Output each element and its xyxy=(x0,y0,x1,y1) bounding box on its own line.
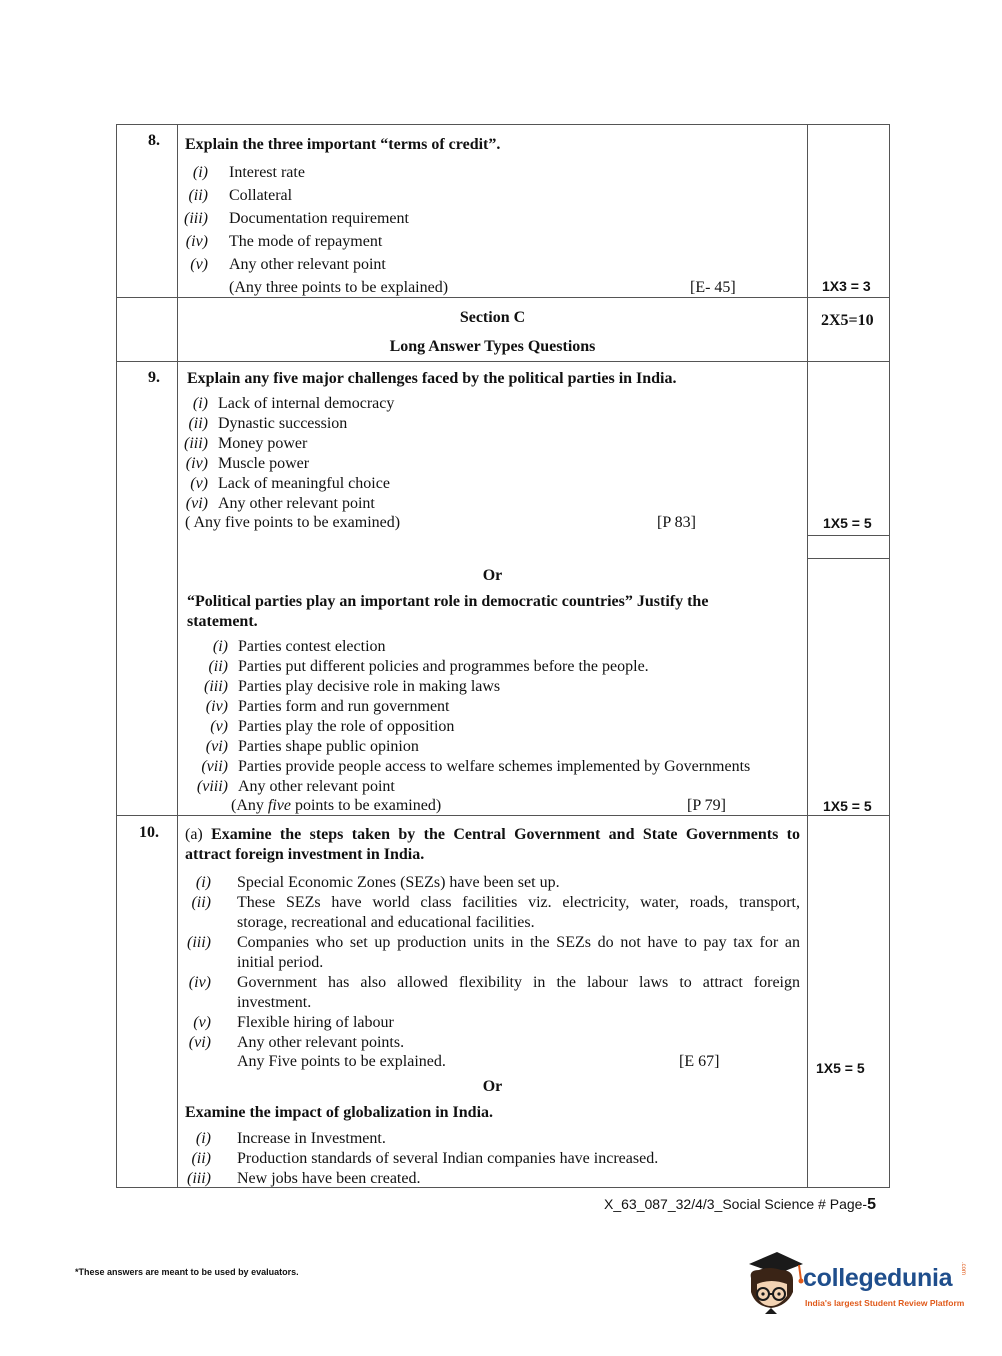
item-number: (vi) xyxy=(188,1034,211,1051)
section-subtitle: Long Answer Types Questions xyxy=(389,338,596,355)
marks: 1X5 = 5 xyxy=(823,515,872,531)
table-border-left xyxy=(116,124,117,1188)
item-number: (ii) xyxy=(191,1150,211,1167)
table-border-bottom xyxy=(116,1187,890,1188)
item-text: Any other relevant points. xyxy=(237,1034,405,1051)
item-text: Parties contest election xyxy=(238,638,386,655)
question-number: 9. xyxy=(148,369,160,386)
item-number: (ii) xyxy=(188,187,208,204)
item-number: (v) xyxy=(193,1014,211,1031)
item-text: Government has also allowed flexibility in the labour laws to attract foreign xyxy=(237,974,800,991)
alt-question-line-1: “Political parties play an important role in democratic countries” Justify the xyxy=(187,593,709,610)
marks-divider-a xyxy=(807,535,890,536)
item-number: (vi) xyxy=(205,738,228,755)
marks: 1X3 = 3 xyxy=(822,278,871,294)
item-number: (ii) xyxy=(208,658,228,675)
question-text: Explain the three important “terms of credit”. xyxy=(185,136,501,153)
item-number: (iv) xyxy=(205,698,228,715)
question-number: 10. xyxy=(139,824,159,841)
item-number: (iii) xyxy=(204,678,228,695)
reference: [P 83] xyxy=(657,514,696,531)
item-text: Any other relevant point xyxy=(238,778,395,795)
brand-tagline: India's largest Student Review Platform xyxy=(805,1298,965,1308)
item-text: The mode of repayment xyxy=(229,233,383,250)
reference: [P 79] xyxy=(687,797,726,814)
alt-question: Examine the impact of globalization in India. xyxy=(185,1104,494,1121)
item-text: Flexible hiring of labour xyxy=(237,1014,394,1031)
item-text: Special Economic Zones (SEZs) have been set up. xyxy=(237,874,560,891)
or-separator: Or xyxy=(482,567,503,584)
brand-domain: .com xyxy=(960,1262,966,1276)
item-text: These SEZs have world class facilities viz. electricity, water, roads, transport, xyxy=(237,894,800,911)
item-text: Parties put different policies and programmes before the people. xyxy=(238,658,649,675)
table-border-right xyxy=(889,124,890,1188)
item-text: Parties provide people access to welfare schemes implemented by Governments xyxy=(238,758,751,775)
table-border-top xyxy=(116,124,890,125)
item-text: Lack of meaningful choice xyxy=(218,475,390,492)
marks: 1X5 = 5 xyxy=(816,1060,865,1076)
item-text: Parties shape public opinion xyxy=(238,738,419,755)
item-text: initial period. xyxy=(237,954,324,971)
reference: [E 67] xyxy=(679,1053,720,1070)
or-separator: Or xyxy=(482,1078,503,1095)
item-number: (iii) xyxy=(187,1170,211,1187)
item-number: (iv) xyxy=(185,455,208,472)
disclaimer: *These answers are meant to be used by evaluators. xyxy=(75,1267,299,1277)
item-number: (v) xyxy=(190,256,208,273)
item-text: Muscle power xyxy=(218,455,310,472)
item-text: Documentation requirement xyxy=(229,210,409,227)
item-number: (ii) xyxy=(188,415,208,432)
item-number: (iv) xyxy=(185,233,208,250)
item-number: (vii) xyxy=(201,758,228,775)
item-number: (vi) xyxy=(185,495,208,512)
item-text: Dynastic succession xyxy=(218,415,348,432)
brand-name: collegedunia xyxy=(803,1264,953,1292)
item-text: Any other relevant point xyxy=(218,495,375,512)
graduate-mascot-icon xyxy=(743,1250,805,1318)
item-text: Money power xyxy=(218,435,308,452)
item-number: (i) xyxy=(195,874,211,891)
item-text: Parties play the role of opposition xyxy=(238,718,455,735)
collegedunia-logo xyxy=(743,1250,973,1320)
question-text: Explain any five major challenges faced by the political parties in India. xyxy=(187,370,677,387)
item-text: Parties form and run government xyxy=(238,698,450,715)
column-divider-2 xyxy=(807,124,808,1188)
question-text-line-1: (a) Examine the steps taken by the Central Government and State Governments to xyxy=(185,826,800,843)
reference: [E- 45] xyxy=(690,279,736,296)
marks: 1X5 = 5 xyxy=(823,798,872,814)
item-text: Production standards of several Indian companies have increased. xyxy=(237,1150,659,1167)
section-marks: 2X5=10 xyxy=(821,312,874,329)
item-number: (i) xyxy=(195,1130,211,1147)
item-number: (ii) xyxy=(191,894,211,911)
item-text: Collateral xyxy=(229,187,293,204)
page-label: X_63_087_32/4/3_Social Science # Page-5 xyxy=(604,1196,876,1213)
item-number: (v) xyxy=(210,718,228,735)
item-text: Lack of internal democracy xyxy=(218,395,395,412)
item-text: Interest rate xyxy=(229,164,305,181)
item-number: (v) xyxy=(190,475,208,492)
item-number: (i) xyxy=(192,395,208,412)
item-text: New jobs have been created. xyxy=(237,1170,421,1187)
item-number: (iii) xyxy=(187,934,211,951)
question-number: 8. xyxy=(148,132,160,149)
item-text: storage, recreational and educational facilities. xyxy=(237,914,535,931)
item-number: (iv) xyxy=(188,974,211,991)
item-text: Parties play decisive role in making laws xyxy=(238,678,501,695)
item-number: (viii) xyxy=(196,778,228,795)
section-title: Section C xyxy=(459,309,526,326)
answer-note: Any Five points to be explained. xyxy=(237,1053,446,1070)
item-text: Increase in Investment. xyxy=(237,1130,386,1147)
item-number: (i) xyxy=(212,638,228,655)
answer-note: (Any three points to be explained) xyxy=(229,279,449,296)
question-text-line-2: attract foreign investment in India. xyxy=(185,846,425,863)
item-number: (i) xyxy=(192,164,208,181)
answer-note: ( Any five points to be examined) xyxy=(185,514,401,531)
item-number: (iii) xyxy=(184,210,208,227)
item-number: (iii) xyxy=(184,435,208,452)
item-text: investment. xyxy=(237,994,312,1011)
row-divider-2 xyxy=(116,361,890,362)
marks-divider-b xyxy=(807,558,890,559)
item-text: Companies who set up production units in the SEZs do not have to pay tax for an xyxy=(237,934,800,951)
alt-question-line-2: statement. xyxy=(187,613,258,630)
answer-note: (Any five points to be examined) xyxy=(231,797,442,814)
item-text: Any other relevant point xyxy=(229,256,386,273)
